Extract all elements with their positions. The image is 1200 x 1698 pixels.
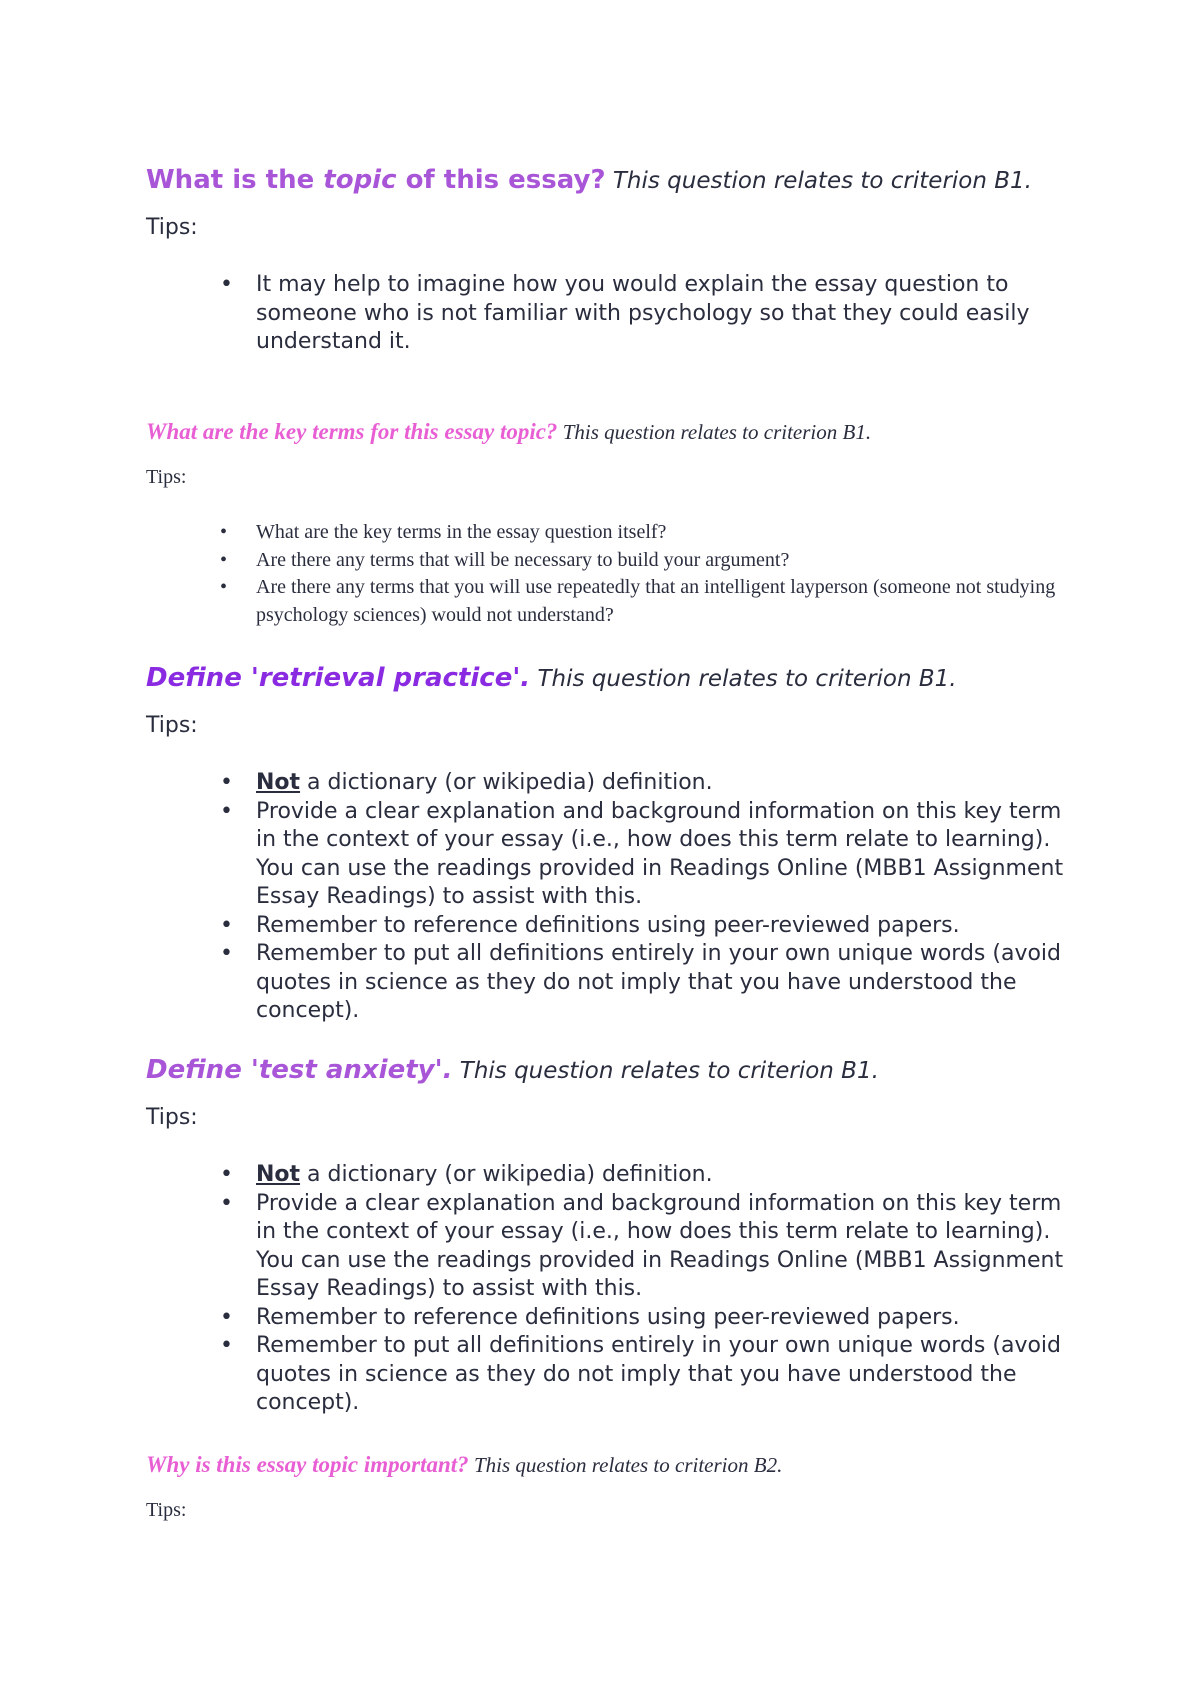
bullet-icon: • (220, 576, 228, 598)
list-item (146, 912, 1076, 941)
bullet-icon: • (220, 272, 233, 297)
criterion-note: This question relates to criterion B1. (605, 168, 1032, 194)
list-item (146, 798, 1076, 912)
bullet-icon: • (220, 1162, 233, 1187)
heading-text: Define 'retrieval practice'. (146, 663, 531, 693)
tips-label: Tips: (146, 215, 198, 240)
list-item-text: Provide a clear explanation and background information on this key term in the context of your essay (i.e., how does this term relate to learning). You can use the readings provided in Readings Online (MBB1 Assignment Essay Readings) to assist with this. (256, 798, 1064, 909)
list-item-text: Remember to reference definitions using peer-reviewed papers. (256, 912, 960, 938)
tips-label: Tips: (146, 466, 187, 488)
criterion-note: This question relates to criterion B1. (530, 666, 957, 692)
not-emphasis: Not (256, 1162, 301, 1187)
section-retrieval-practice (146, 664, 1076, 1026)
list-item-text: Are there any terms that you will use repeatedly that an intelligent layperson (someone not studying psychology sciences) would not understand? (256, 576, 1056, 626)
list-item (146, 271, 1076, 357)
section-importance (146, 1450, 1076, 1524)
list-item (146, 940, 1076, 1026)
criterion-note: This question relates to criterion B2. (468, 1453, 783, 1477)
section-heading (146, 664, 1076, 694)
heading-text: Define 'test anxiety'. (146, 1055, 453, 1085)
bullet-icon: • (220, 548, 228, 571)
heading-part: What is the (146, 165, 324, 195)
criterion-note: This question relates to criterion B1. (452, 1058, 879, 1084)
tips-list (146, 769, 1076, 1026)
section-test-anxiety (146, 1056, 1076, 1418)
section-key-terms (146, 417, 1076, 629)
section-heading (146, 417, 1076, 447)
tips-list (146, 1161, 1076, 1418)
bullet-icon: • (220, 1333, 233, 1358)
list-item (146, 1161, 1076, 1190)
bullet-icon: • (220, 770, 233, 795)
list-item-text: Remember to reference definitions using peer-reviewed papers. (256, 1304, 960, 1330)
list-item-text: Remember to put all definitions entirely in your own unique words (avoid quotes in science as they do not imply that you have understood the concept). (256, 941, 1062, 1023)
bullet-icon: • (220, 912, 233, 938)
bullet-icon: • (220, 1304, 233, 1330)
heading-text (146, 165, 606, 195)
heading-text: What are the key terms for this essay topic? (146, 419, 558, 444)
section-heading (146, 166, 1076, 196)
list-item (146, 1304, 1076, 1333)
list-item-text: a dictionary (or wikipedia) definition. (300, 770, 713, 795)
bullet-icon: • (220, 1190, 233, 1216)
tips-label: Tips: (146, 1105, 198, 1130)
tips-list (146, 271, 1076, 357)
not-emphasis: Not (256, 770, 301, 795)
section-topic (146, 166, 1076, 357)
heading-part: of this essay? (396, 165, 606, 195)
list-item-text: Are there any terms that will be necessary to build your argument? (256, 548, 790, 571)
list-item-text: Remember to put all definitions entirely in your own unique words (avoid quotes in science as they do not imply that you have understood the concept). (256, 1333, 1062, 1415)
bullet-icon: • (220, 798, 233, 824)
list-item-text: a dictionary (or wikipedia) definition. (300, 1162, 713, 1187)
bullet-icon: • (220, 941, 233, 966)
list-item (146, 547, 1076, 575)
bullet-icon: • (220, 521, 228, 543)
criterion-note: This question relates to criterion B1. (557, 420, 872, 444)
tips-label: Tips: (146, 713, 198, 738)
list-item-text: It may help to imagine how you would explain the essay question to someone who is not familiar with psychology so that they could easily understand it. (256, 272, 1030, 354)
tips-list (146, 519, 1076, 629)
tips-label: Tips: (146, 1499, 187, 1521)
list-item-text: Provide a clear explanation and background information on this key term in the context of your essay (i.e., how does this term relate to learning). You can use the readings provided in Readings Online (MBB1 Assignment Essay Readings) to assist with this. (256, 1190, 1064, 1301)
heading-part-italic: topic (323, 165, 397, 195)
list-item-text: What are the key terms in the essay question itself? (256, 521, 667, 543)
list-item (146, 574, 1076, 629)
list-item (146, 769, 1076, 798)
list-item (146, 1332, 1076, 1418)
section-heading (146, 1450, 1076, 1480)
heading-text: Why is this essay topic important? (146, 1452, 469, 1477)
list-item (146, 1190, 1076, 1304)
list-item (146, 519, 1076, 547)
section-heading (146, 1056, 1076, 1086)
